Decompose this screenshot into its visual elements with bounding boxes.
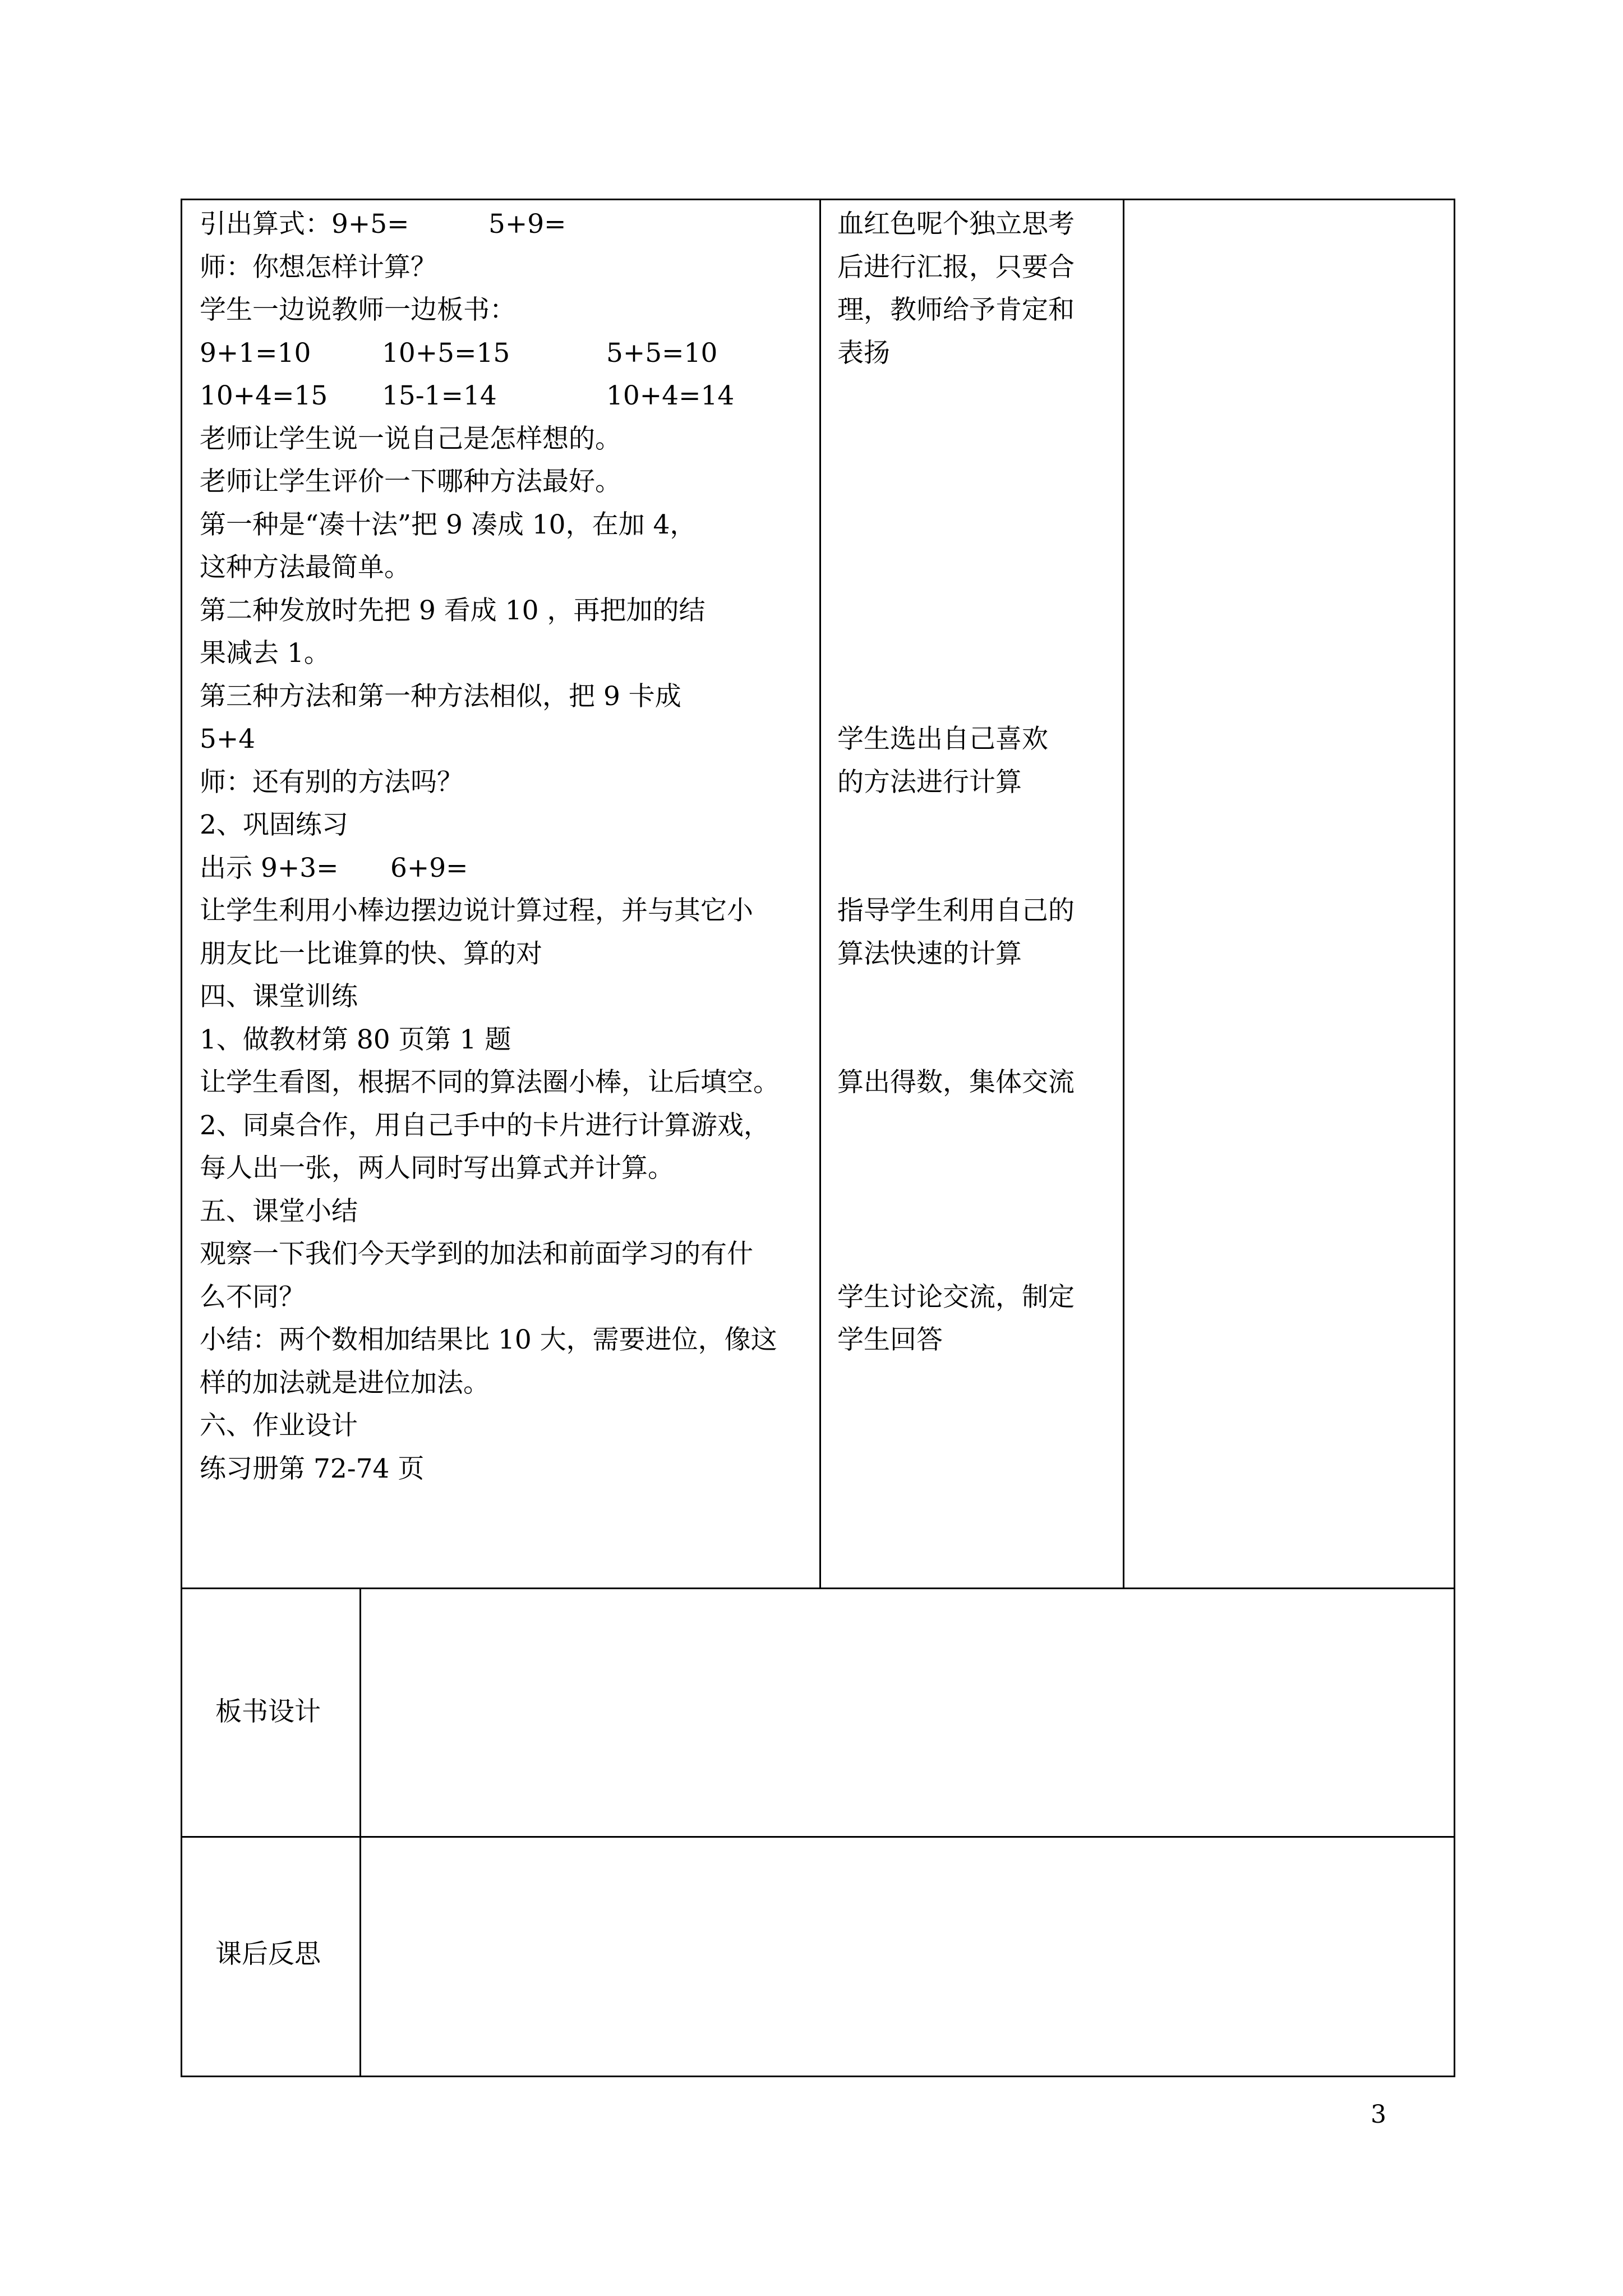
line: 算法快速的计算: [837, 938, 1022, 969]
line: 老师让学生评价一下哪种方法最好。: [200, 466, 621, 497]
line: 学生一边说教师一边板书：: [200, 295, 516, 325]
line: 老师让学生说一说自己是怎样想的。: [200, 423, 621, 454]
section-heading: 五、课堂小结: [200, 1195, 358, 1227]
line: 血红色呢个独立思考: [837, 209, 1075, 240]
section-heading: 四、课堂训练: [200, 981, 358, 1012]
line: 让学生看图，根据不同的算法圈小棒，让后填空。: [200, 1067, 780, 1098]
notes-column: [1124, 200, 1454, 1588]
line: 练习册第 72-74 页: [200, 1453, 425, 1484]
line: 让学生利用小棒边摆边说计算过程，并与其它小: [200, 895, 753, 926]
line: 5+4: [200, 724, 256, 754]
line: 这种方法最简单。: [200, 552, 411, 583]
table-bottom-border: [181, 2076, 1455, 2077]
reflection-label: 课后反思: [215, 1939, 321, 1970]
line: 学生回答: [837, 1324, 943, 1355]
line-equations-2: 10+4=15 15-1=14 10+4=14: [200, 380, 735, 411]
line-equations-1: 9+1=10 10+5=15 5+5=10: [200, 337, 718, 369]
line: 第一种是“凑十法”把 9 凑成 10，在加 4，: [200, 509, 697, 540]
line: 理，教师给予肯定和: [837, 295, 1075, 325]
line: 第二种发放时先把 9 看成 10 ，再把加的结: [200, 595, 706, 626]
board-design-label: 板书设计: [215, 1696, 321, 1727]
line: 1、做教材第 80 页第 1 题: [200, 1024, 511, 1055]
page-number: 3: [1371, 2100, 1386, 2129]
line: 果减去 1。: [200, 638, 330, 669]
line: 么不同？: [200, 1281, 305, 1313]
line-expression-intro: 引出算式：9+5= 5+9=: [200, 209, 566, 240]
line: 的方法进行计算: [837, 766, 1022, 798]
section-heading: 2、巩固练习: [200, 809, 348, 840]
table-left-border: [181, 199, 182, 2077]
line: 2、同桌合作，用自己手中的卡片进行计算游戏，: [200, 1110, 770, 1141]
line: 学生讨论交流，制定: [837, 1281, 1075, 1313]
table-right-border: [1454, 199, 1455, 2077]
student-activity-column: [837, 203, 1075, 1362]
line: 师：还有别的方法吗？: [200, 766, 463, 798]
line: 后进行汇报，只要合: [837, 251, 1075, 283]
line-exercise: 出示 9+3= 6+9=: [200, 852, 468, 884]
line: 表扬: [837, 337, 890, 369]
reflection-content: [361, 1838, 1454, 2076]
section-heading: 六、作业设计: [200, 1410, 358, 1441]
line: 师：你想怎样计算？: [200, 251, 437, 283]
line: 每人出一张，两人同时写出算式并计算。: [200, 1153, 674, 1184]
line: 第三种方法和第一种方法相似，把 9 卡成: [200, 680, 681, 712]
line: 算出得数，集体交流: [837, 1067, 1075, 1098]
line: 观察一下我们今天学到的加法和前面学习的有什: [200, 1239, 753, 1269]
line: 样的加法就是进位加法。: [200, 1367, 490, 1398]
line: 小结：两个数相加结果比 10 大，需要进位，像这: [200, 1324, 777, 1355]
col-divider-1: [819, 199, 821, 1589]
line: 朋友比一比谁算的快、算的对: [200, 938, 542, 969]
line: 学生选出自己喜欢: [837, 724, 1048, 754]
line: 指导学生利用自己的: [837, 895, 1075, 926]
teaching-process-column: [200, 203, 780, 1490]
board-design-content: [361, 1589, 1454, 1836]
